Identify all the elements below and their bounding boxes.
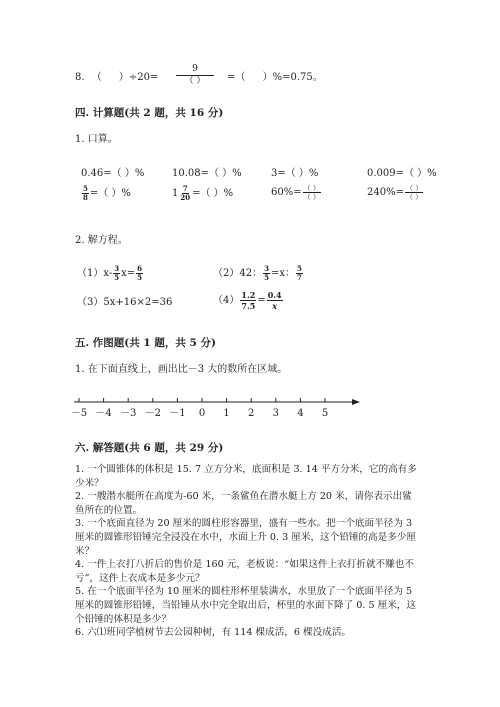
q8-tail <box>227 68 323 83</box>
section-4-title: 四. 计算题(共 2 题，共 16 分) <box>75 107 224 119</box>
problem-5: 5. 在一个底面半径为 10 厘米的圆柱形杯里装满水，水里放了一个底面半径为 5 厘米的圆锥形铅锤，当铅锤从水中完全取出后，杯里的水面下降了 0. 5 厘米，这个铅锤的体积是多少？ <box>75 586 416 625</box>
oral-7-frac: $\frac{( )}{( )}$ <box>303 184 320 201</box>
q8-frac-den: （ ） <box>176 75 214 87</box>
tick-label: －4 <box>95 408 112 419</box>
oral-4: 0.009=（ ）% <box>367 168 437 179</box>
section-5-title: 五. 作图题(共 1 题，共 5 分) <box>75 337 216 349</box>
tick-label: －3 <box>120 408 137 419</box>
tick-label: 4 <box>297 408 304 419</box>
tick-label: 0 <box>198 408 206 419</box>
tick-label: －1 <box>169 408 186 419</box>
oral-8: 240%= $\frac{( )}{( )}$ <box>367 184 423 201</box>
oral-8-frac: $\frac{( )}{( )}$ <box>405 184 423 201</box>
tick-label: 3 <box>272 408 279 419</box>
q8-end: ）%=0.75。 <box>262 72 323 83</box>
problem-4: 4. 一件上衣打八折后的售价是 160 元，老板说：“如果这件上衣打折就不赚也不亏”，这件上衣成本是多少元？ <box>75 559 414 584</box>
oral-2: 10.08=（ ）% <box>172 168 242 179</box>
section-4-q2: 2. 解方程。 <box>75 235 128 246</box>
number-line-arrow <box>352 399 360 405</box>
equation-3: （3）5x+16×2=36 <box>77 297 173 308</box>
oral-6-frac: $\frac{7}{20}$ <box>180 184 191 202</box>
oral-6: 1 $\frac{7}{20}$ =（ ）% <box>172 184 234 202</box>
tick-label: 2 <box>248 408 255 419</box>
equation-1: （1）x- $\frac{3}{5}$ x= $\frac{6}{5}$ <box>77 264 142 282</box>
question-8 <box>75 68 158 83</box>
equation-4: （4） $\frac{1.2}{7.5}$ = $\frac{0.4}{x}$ <box>213 290 282 311</box>
q8-blank-open: （ <box>91 72 102 83</box>
q8-frac-num: 9 <box>192 64 198 74</box>
tick-label: －2 <box>144 408 161 419</box>
equation-2: （2）42： $\frac{3}{5}$ =x： $\frac{5}{7}$ <box>213 264 302 282</box>
q8-eq: =（ <box>227 72 246 83</box>
number-line <box>70 390 370 426</box>
q8-fraction <box>176 64 214 87</box>
q8-divide: ）÷20= <box>118 72 159 83</box>
tick-label: 1 <box>223 408 230 419</box>
oral-7: 60%= $\frac{( )}{( )}$ <box>271 184 320 201</box>
problem-3: 3. 一个底面直径为 20 厘米的圆柱形容器里，盛有一些水。把一个底面半径为 3 厘米的圆锥形铅锤完全浸没在水中，水面上升 0. 3 厘米，这个铅锤的高是多少厘米？ <box>75 518 416 557</box>
tick-label: 5 <box>321 408 329 419</box>
oral-5-frac: $\frac{5}{8}$ <box>83 184 88 202</box>
tick-label: －5 <box>70 408 88 419</box>
oral-5: $\frac{5}{8}$ =（ ）% <box>83 184 131 202</box>
problem-6: 6. 六⑴班同学植树节去公园种树，有 114 棵成活，6 棵没成活。 <box>75 627 352 639</box>
problem-1: 1. 一个圆锥体的体积是 15. 7 立方分米，底面积是 3. 14 平方分米，它的高有多少米？ <box>75 464 417 489</box>
section-4-q1: 1. 口算。 <box>75 134 118 145</box>
oral-3: 3=（ ）% <box>271 168 319 179</box>
section-6-title: 六. 解答题(共 6 题，共 29 分) <box>75 442 224 454</box>
section-5-q1: 1. 在下面直线上，画出比－3 大的数所在区域。 <box>75 364 288 375</box>
oral-1: 0.46=（ ）% <box>81 168 145 179</box>
problem-2: 2. 一艘潜水艇所在高度为-60 米，一条鲨鱼在潜水艇上方 20 米，请你表示出鲨鱼所在的位置。 <box>75 491 412 516</box>
word-problems <box>75 463 420 640</box>
q8-number: 8. <box>75 72 85 83</box>
